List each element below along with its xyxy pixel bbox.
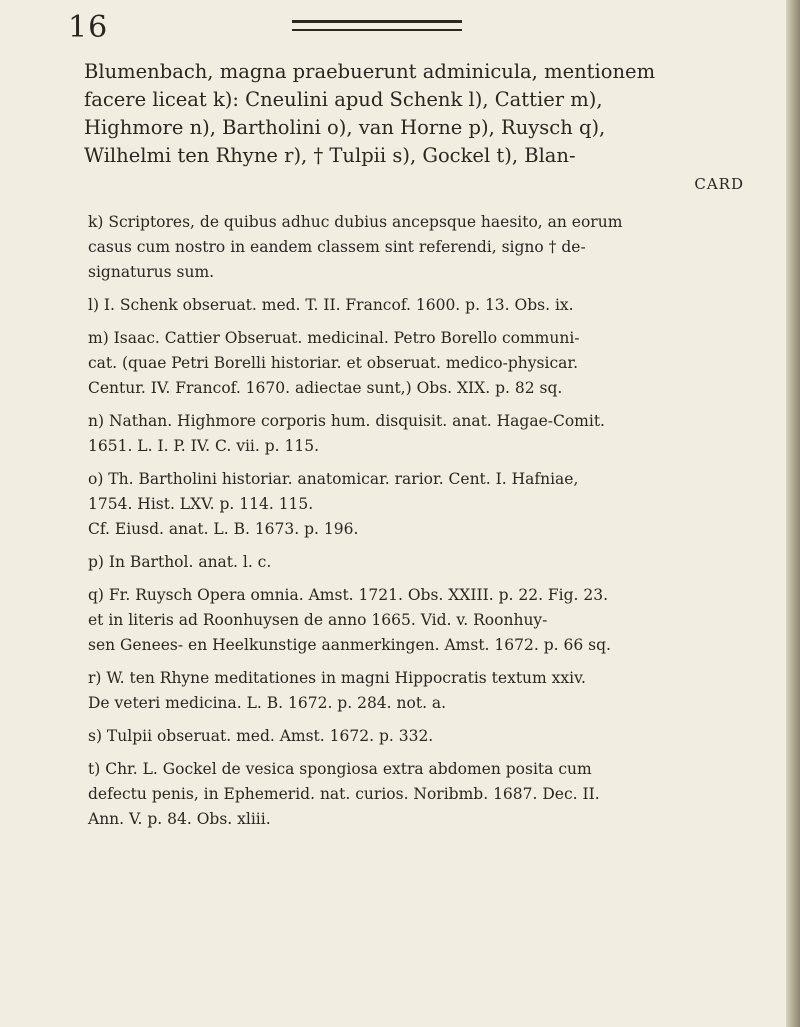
footnote-line: signaturus sum. bbox=[88, 263, 215, 281]
footnote-p bbox=[88, 550, 748, 575]
footnote-line: casus cum nostro in eandem classem sint referendi, signo † de- bbox=[88, 238, 586, 256]
footnote-line: n) Nathan. Highmore corporis hum. disquisit. anat. Hagae-Comit. bbox=[88, 412, 605, 430]
footnote-line: q) Fr. Ruysch Opera omnia. Amst. 1721. Obs. XXIII. p. 22. Fig. 23. bbox=[88, 586, 609, 604]
footnote-line: sen Genees- en Heelkunstige aanmerkingen. Amst. 1672. p. 66 sq. bbox=[88, 636, 611, 654]
footnote-line: 1651. L. I. P. IV. C. vii. p. 115. bbox=[88, 437, 320, 455]
footnote-m bbox=[88, 326, 748, 401]
page-edge bbox=[786, 0, 800, 1027]
footnote-line: t) Chr. L. Gockel de vesica spongiosa extra abdomen posita cum bbox=[88, 760, 592, 778]
footnote-line: p) In Barthol. anat. l. c. bbox=[88, 553, 272, 571]
footnote-o bbox=[88, 467, 748, 542]
footnote-line: defectu penis, in Ephemerid. nat. curios. Noribmb. 1687. Dec. II. bbox=[88, 785, 600, 803]
footnote-line: et in literis ad Roonhuysen de anno 1665. Vid. v. Roonhuy- bbox=[88, 611, 548, 629]
footnote-line: s) Tulpii obseruat. med. Amst. 1672. p. 332. bbox=[88, 727, 434, 745]
footnote-line: 1754. Hist. LXV. p. 114. 115. bbox=[88, 495, 314, 513]
footnote-line: o) Th. Bartholini historiar. anatomicar. rarior. Cent. I. Hafniae, bbox=[88, 470, 579, 488]
footnote-line: Ann. V. p. 84. Obs. xliii. bbox=[88, 810, 271, 828]
footnote-n bbox=[88, 409, 748, 459]
footnote-line: cat. (quae Petri Borelli historiar. et obseruat. medico-physicar. bbox=[88, 354, 579, 372]
footnote-line: De veteri medicina. L. B. 1672. p. 284. not. a. bbox=[88, 694, 447, 712]
header-rule bbox=[292, 20, 462, 31]
catchword: CARD bbox=[694, 175, 744, 193]
footnote-line: m) Isaac. Cattier Obseruat. medicinal. Petro Borello communi- bbox=[88, 329, 580, 347]
footnote-k bbox=[88, 210, 748, 285]
footnote-line: Centur. IV. Francof. 1670. adiectae sunt,) Obs. XIX. p. 82 sq. bbox=[88, 379, 563, 397]
footnote-r bbox=[88, 666, 748, 716]
main-line: Blumenbach, magna praebuerunt adminicula, mentionem bbox=[84, 60, 656, 83]
main-text bbox=[84, 58, 744, 198]
footnote-line: Cf. Eiusd. anat. L. B. 1673. p. 196. bbox=[88, 520, 359, 538]
footnote-t bbox=[88, 757, 748, 832]
footnote-s bbox=[88, 724, 748, 749]
main-line: Wilhelmi ten Rhyne r), † Tulpii s), Gockel t), Blan- bbox=[84, 144, 576, 167]
footnote-q bbox=[88, 583, 748, 658]
footnote-line: r) W. ten Rhyne meditationes in magni Hippocratis textum xxiv. bbox=[88, 669, 586, 687]
main-line: facere liceat k): Cneulini apud Schenk l), Cattier m), bbox=[84, 88, 603, 111]
main-line: Highmore n), Bartholini o), van Horne p), Ruysch q), bbox=[84, 116, 606, 139]
page-number: 16 bbox=[68, 10, 109, 45]
footnotes bbox=[88, 210, 748, 840]
footnote-line: l) I. Schenk obseruat. med. T. II. Francof. 1600. p. 13. Obs. ix. bbox=[88, 296, 574, 314]
footnote-l bbox=[88, 293, 748, 318]
footnote-line: k) Scriptores, de quibus adhuc dubius ancepsque haesito, an eorum bbox=[88, 213, 623, 231]
